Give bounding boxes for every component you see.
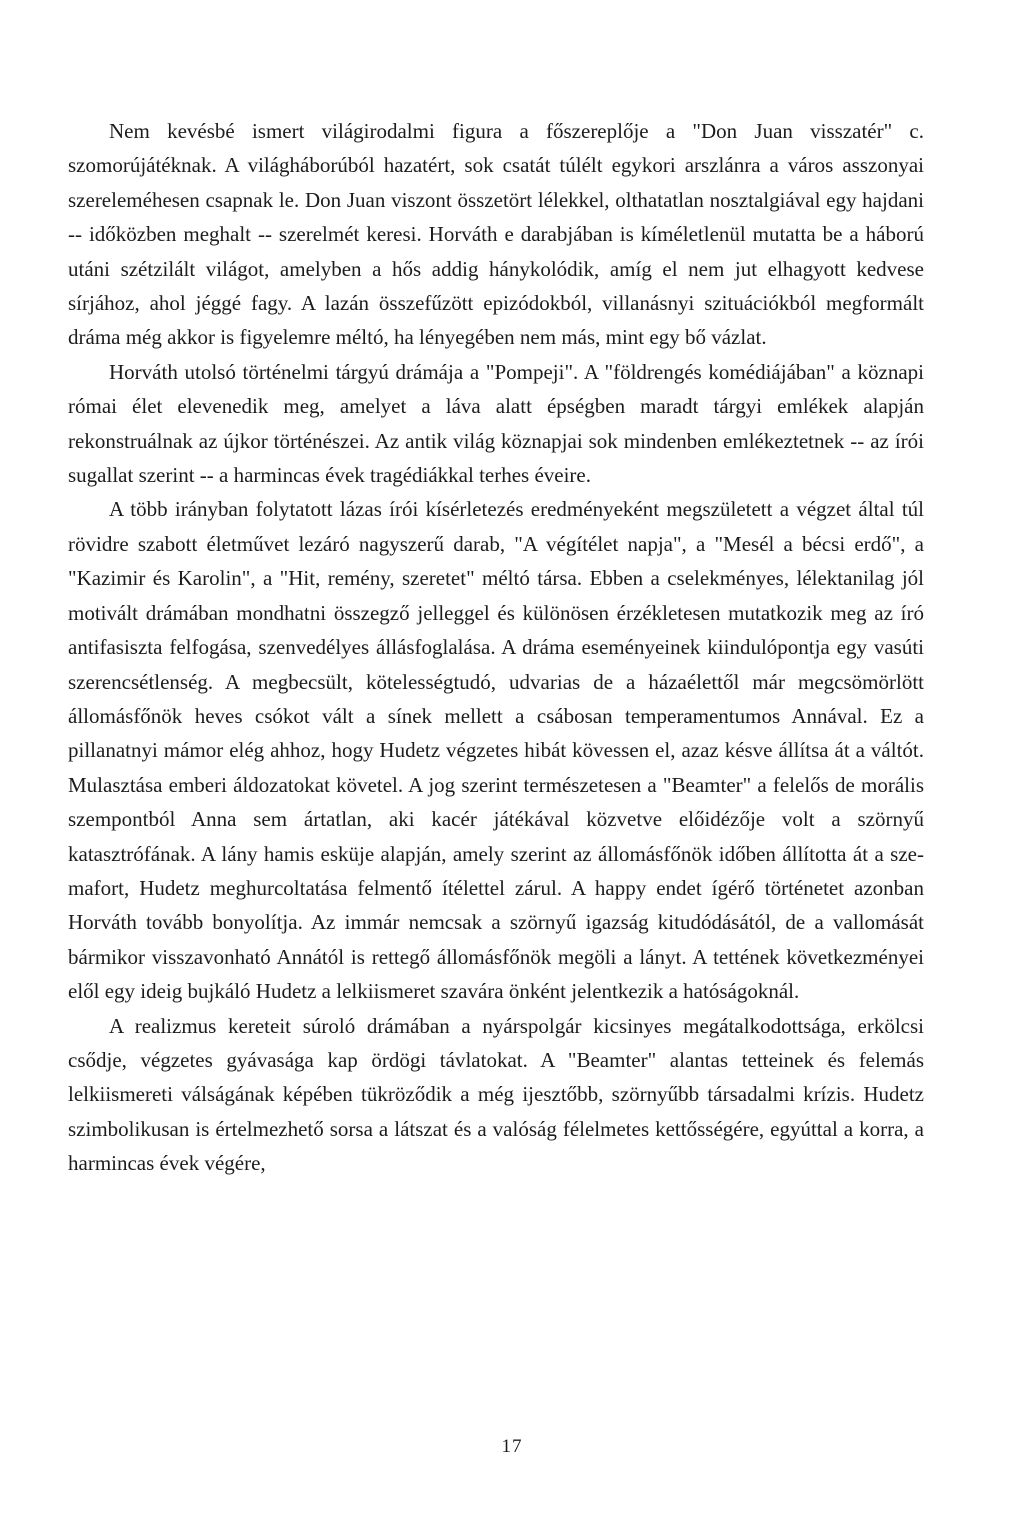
paragraph-pompeji: Horváth utolsó történelmi tárgyú drámája a "Pompeji". A "földrengés komédiájában" a köznapi római élet elevenedik meg, amelyet a láva alatt épségben maradt tárgyi emlékek alapján rekonstruálnak az újkor történészei. Az antik világ köznapjai sok mindenben emlékeztetnek -- az írói sugallat szerint -- a harmincas évek tragédiákkal terhes éveire.: [68, 359, 924, 488]
body-text: [68, 114, 924, 1181]
page-number: 17: [501, 1436, 523, 1457]
paragraph-don-juan: Nem kevésbé ismert világirodalmi figura a főszereplője a "Don Juan visszatér" c. szomorújátéknak. A világháborúból hazatért, sok csatát túlélt egykori arszlánra a város asszonyai szereleméhesen csapnak le. Don Juan viszont összetört lélekkel, olthatatlan nosztalgiával egy hajdani -- időközben meghalt -- szerelmét keresi. Horváth e darabjában is kíméletlenül mutatta be a háború utáni szétzilált világot, amelyben a hős addig hánykolódik, amíg el nem jut elhagyott kedvese sírjához, ahol jéggé fagy. A lazán összefűzött epizódokból, villanásnyi szituációkból megformált dráma még akkor is figyelemre méltó, ha lényegében nem más, mint egy bő vázlat.: [68, 119, 924, 350]
paragraph-vegitelet-napja: A több irányban folytatott lázas írói kísérletezés eredményeként megszületett a végzet által túl rövidre szabott életművet lezáró nagyszerű darab, "A végítélet napja", a "Mesél a bécsi erdő", a "Kazimir és Karolin", a "Hit, remény, szeretet" méltó társa. Ebben a cselekményes, lélektanilag jól motivált drámában mondhatni összegző jelleggel és különösen érzékletesen mutatkozik meg az író antifasiszta felfogása, szenvedélyes állásfoglalása. A dráma eseményeinek kiindulópontja egy vasúti szerencsétlenség. A megbecsült, kötelességtudó, udvarias de a házaélettől már megcsömörlött állomásfőnök heves csókot vált a sínek mellett a csábosan temperamentumos Annával. Ez a pillanatnyi mámor elég ahhoz, hogy Hudetz végzetes hibát kövessen el, azaz késve állítsa át a váltót. Mulasztása emberi áldozatokat követel. A jog szerint természetesen a "Beamter" a felelős de morális szempontból Anna sem ártatlan, aki kacér játékával közvetve előidézője volt a szörnyű katasztrófának. A lány hamis esküje alapján, amely szerint az állomásfőnök időben állította át a szemafort, Hudetz meghurcoltatása felmentő ítélettel zárul. A happy endet ígérő történetet azonban Horváth tovább bonyolítja. Az immár nemcsak a szörnyű igazság kitudódásától, de a vallomását bármikor visszavonható Annától is rettegő állomásfőnök megöli a lányt. A tettének következményei elől egy ideig bujkáló Hudetz a lelkiismeret szavára önként jelentkezik a hatóságoknál.: [68, 497, 924, 1004]
paragraph-realizmus: A realizmus kereteit súroló drámában a nyárspolgár kicsinyes megátalkodottsága, erkölcsi csődje, végzetes gyávasága kap ördögi távlatokat. A "Beamter" alantas tetteinek és felemás lelkiismereti válságának képében tükröződik a még ijesztőbb, szörnyűbb társadalmi krízis. Hudetz szimbolikusan is értelmezhető sorsa a látszat és a valóság félelmetes kettősségére, egyúttal a korra, a harmincas évek végére,: [68, 1013, 924, 1176]
